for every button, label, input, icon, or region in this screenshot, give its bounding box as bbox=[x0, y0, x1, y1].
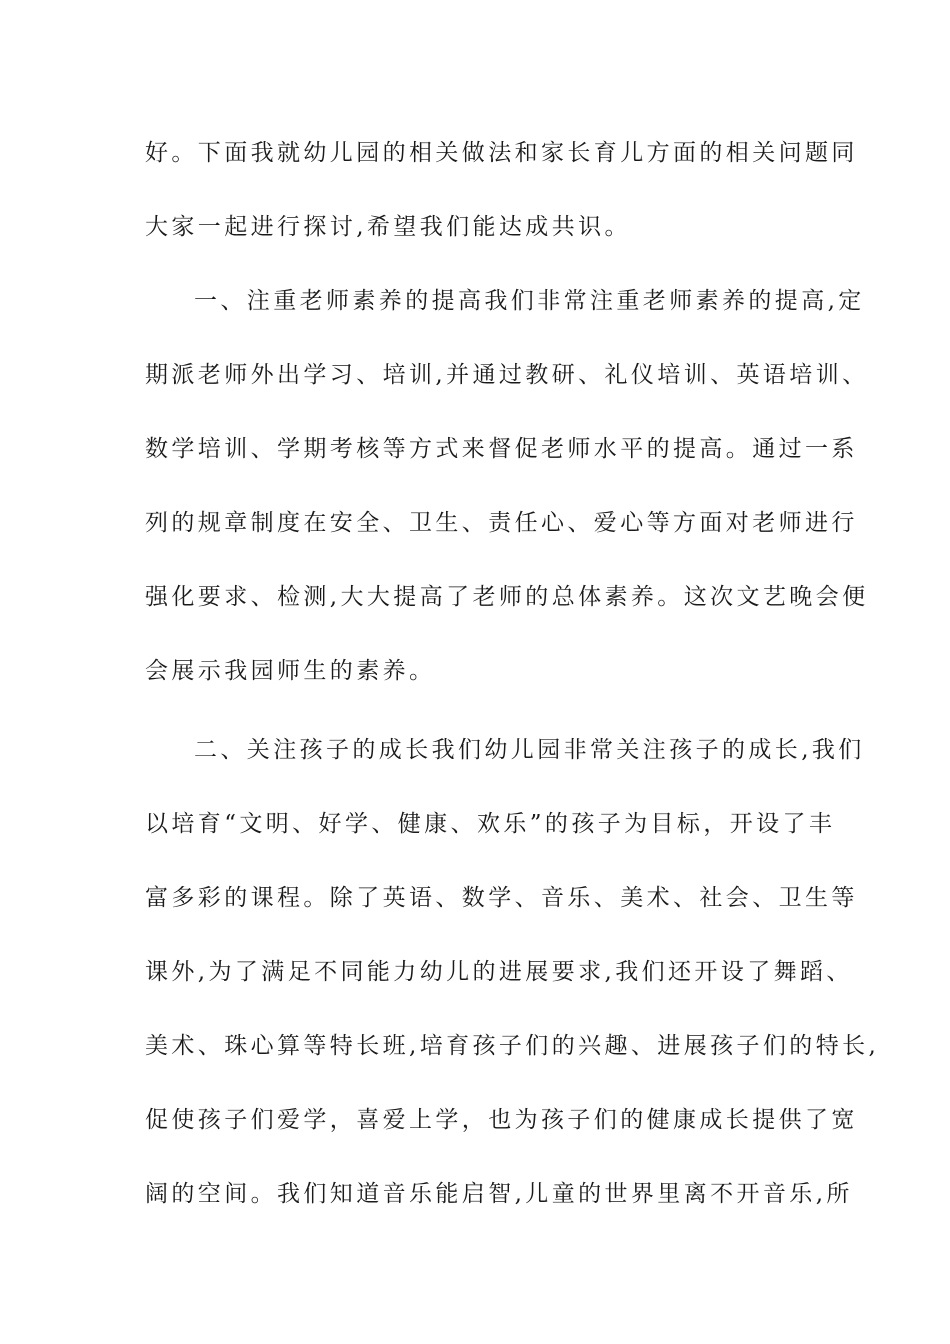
paragraph-heading-line: 二、关注孩子的成长我们幼儿园非常关注孩子的成长,我们 bbox=[194, 737, 865, 763]
text-line: 富多彩的课程。除了英语、数学、音乐、美术、社会、卫生等 bbox=[145, 885, 858, 911]
text-line: 数学培训、学期考核等方式来督促老师水平的提高。通过一系 bbox=[145, 436, 858, 462]
paragraph-heading-line: 一、注重老师素养的提高我们非常注重老师素养的提高,定 bbox=[194, 288, 865, 314]
text-line: 大家一起进行探讨,希望我们能达成共识。 bbox=[145, 214, 631, 240]
text-line: 美术、珠心算等特长班,培育孩子们的兴趣、进展孩子们的特长, bbox=[145, 1033, 880, 1059]
text-line: 会展示我园师生的素养。 bbox=[145, 658, 436, 684]
text-line: 促使孩子们爱学，喜爱上学，也为孩子们的健康成长提供了宽 bbox=[145, 1107, 858, 1133]
text-line: 好。下面我就幼儿园的相关做法和家长育儿方面的相关问题同 bbox=[145, 140, 858, 166]
text-line: 以培育“文明、好学、健康、欢乐”的孩子为目标，开设了丰 bbox=[145, 811, 836, 837]
text-line: 课外,为了满足不同能力幼儿的进展要求,我们还开设了舞蹈、 bbox=[145, 959, 853, 985]
text-line: 阔的空间。我们知道音乐能启智,儿童的世界里离不开音乐,所 bbox=[145, 1181, 853, 1207]
text-line: 期派老师外出学习、培训,并通过教研、礼仪培训、英语培训、 bbox=[145, 362, 869, 388]
text-line: 强化要求、检测,大大提高了老师的总体素养。这次文艺晚会便 bbox=[145, 584, 869, 610]
text-line: 列的规章制度在安全、卫生、责任心、爱心等方面对老师进行 bbox=[145, 510, 858, 536]
